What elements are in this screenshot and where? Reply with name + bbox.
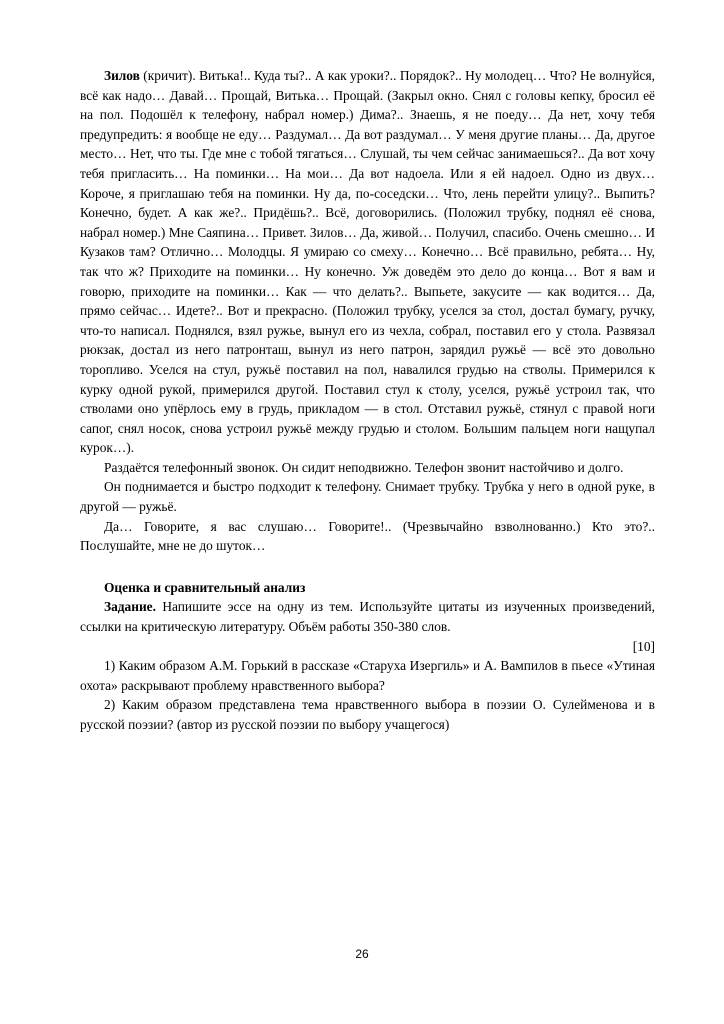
stage-direction-phone: Он поднимается и быстро подходит к телефону. Снимает трубку. Трубка у него в одной руке, в другой — ружьё.	[80, 479, 655, 515]
monologue-text: (кричит). Витька!.. Куда ты?.. А как уроки?.. Порядок?.. Ну молодец… Что? Не волнуйся, всё как надо… Давай… Прощай, Витька… Прощай. (Закрыл окно. Снял с головы кепку, бросил её на пол. Подошёл к телефону, набрал номер.) Дима?.. Знаешь, я не поеду… Да нет, хочу тебя предупредить: я вообще не еду… Раздумал… Да вот раздумал… У меня другие планы… Да, другое место… Нет, что ты. Где мне с тобой тягаться… Слушай, ты чем сейчас занимаешься?.. Да вот хочу тебя пригласить… На поминки… На мои… Да вот надоела. Или я ей надоел. Одно из двух… Короче, я приглашаю тебя на поминки. Ну да, по-соседски… Что, лень перейти улицу?.. Выпить? Конечно, будет. А как же?.. Придёшь?.. Всё, договорились. (Положил трубку, поднял её снова, набрал номер.) Мне Саяпина… Привет. Зилов… Да, живой… Получил, спасибо. Очень смешно… И Кузаков там? Отлично… Молодцы. Я умираю со смеху… Конечно… Всё правильно, ребята… Ну, так что ж? Приходите на поминки… Ну конечно. Уж доведём это дело до конца… Вот я вам и говорю, приходите на поминки… Как — что делать?.. Выпьете, закусите — как водится… Да, прямо сейчас… Идете?.. Вот и прекрасно. (Положил трубку, уселся за стол, достал бумагу, ручку, что-то написал. Поднялся, взял ружье, вынул его из чехла, собрал, поставил его у стола. Развязал рюкзак, достал из него патронташ, вынул из него патрон, зарядил ружьё — всё это довольно торопливо. Уселся на стул, ружьё поставил на пол, навалился грудью на стволы. Примерился к курку одной рукой, примерился другой. Поставил стул к столу, уселся, ружьё устроил так, что стволами оно упёрлось ему в грудь, прикладом — в стол. Отставил ружьё, стянул с правой ноги сапог, снял носок, снова устроил ружьё между грудью и столом. Большим пальцем ноги нащупал курок…).	[80, 68, 655, 456]
task-paragraph	[80, 597, 655, 636]
text-block	[80, 66, 655, 735]
final-line: Да… Говорите, я вас слушаю… Говорите!.. (Чрезвычайно взволнованно.) Кто это?.. Послушайте, мне не до шуток…	[80, 518, 655, 554]
marks: [10]	[632, 638, 655, 654]
task-label: Задание.	[104, 599, 156, 615]
essay-topic-1: 1) Каким образом А.М. Горький в рассказе «Старуха Изергиль» и А. Вампилов в пьесе «Утиная охота» раскрывают проблему нравственного выбора?	[80, 658, 655, 693]
stage-direction-ring: Раздаётся телефонный звонок. Он сидит неподвижно. Телефон звонит настойчиво и долго.	[104, 459, 624, 475]
essay-topic-2: 2) Каким образом представлена тема нравственного выбора в поэзии О. Сулейменова и в русской поэзии? (автор из русской поэзии по выбору учащегося)	[80, 697, 655, 732]
section-title: Оценка и сравнительный анализ	[104, 579, 306, 595]
speaker-name: Зилов	[104, 68, 140, 83]
page-number: 26	[355, 947, 369, 961]
monologue-paragraph	[80, 66, 655, 458]
task-text: Напишите эссе на одну из тем. Используйте цитаты из изученных произведений, ссылки на критическую литературу. Объём работы 350-380 слов.	[80, 599, 655, 635]
